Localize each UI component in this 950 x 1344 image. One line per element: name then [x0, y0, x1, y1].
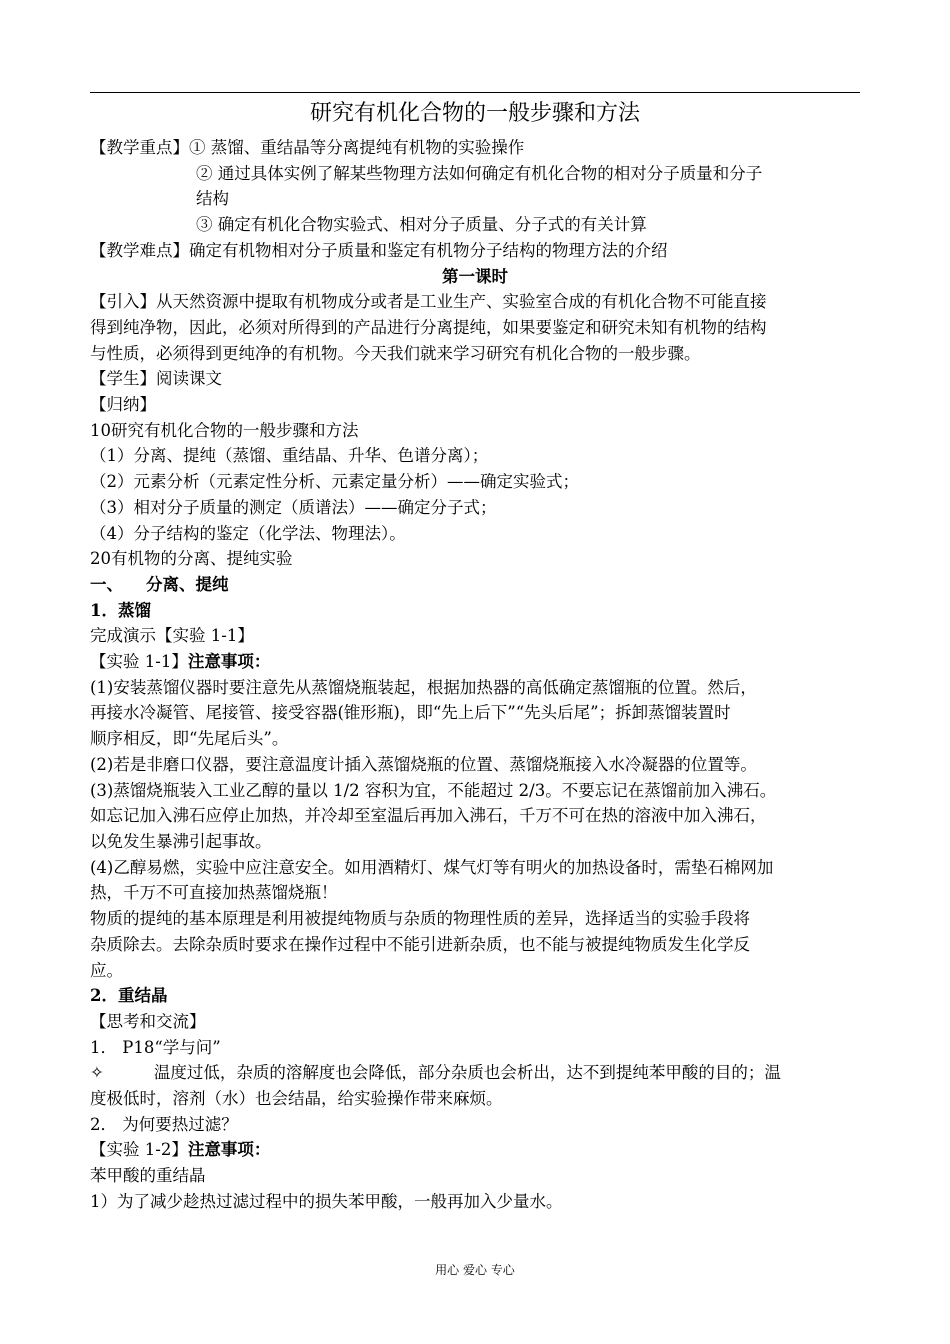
- purification-paragraph-a: 物质的提纯的基本原理是利用被提纯物质与杂质的物理性质的差异，选择适当的实验手段将: [90, 909, 750, 929]
- recrystallization-notes-bold: 注意事项：: [187, 1140, 271, 1160]
- distillation-note-3a: (3)蒸馏烧瓶装入工业乙醇的量以 1/2 容积为宜，不能超过 2/3。不要忘记在蒸馏前加入沸石。: [90, 780, 777, 800]
- step-item-2: （2）元素分析（元素定性分析、元素定量分析）——确定实验式；: [90, 472, 579, 492]
- distillation-note-3b: 如忘记加入沸石应停止加热，并冷却至室温后再加入沸石，千万不可在热的溶液中加入沸石，: [90, 806, 767, 826]
- step-item-1: （1）分离、提纯（蒸馏、重结晶、升华、色谱分离）；: [90, 446, 489, 466]
- key-point-3: ③ 确定有机化合物实验式、相对分子质量、分子式的有关计算: [196, 215, 647, 235]
- intro-line-2: 得到纯净物，因此，必须对所得到的产品进行分离提纯，如果要鉴定和研究未知有机物的结构: [90, 317, 767, 337]
- page-footer: 用心 爱心 专心: [435, 1263, 515, 1277]
- key-points-label: 【教学重点】: [90, 138, 189, 157]
- distillation-note-3c: 以免发生暴沸引起事故。: [90, 831, 272, 851]
- intro-line-3: 与性质，必须得到更纯净的有机物。今天我们就来学习研究有机化合物的一般步骤。: [90, 343, 701, 363]
- recrystallization-subheading: 苯甲酸的重结晶: [90, 1166, 206, 1186]
- distillation-note-2: (2)若是非磨口仪器，要注意温度计插入蒸馏烧瓶的位置、蒸馏烧瓶接入水冷凝器的位置等。: [90, 754, 757, 774]
- recrystallization-note-1: 1）为了减少趁热过滤过程中的损失苯甲酸，一般再加入少量水。: [90, 1191, 563, 1211]
- part-one-text: 分离、提纯: [146, 574, 229, 594]
- distillation-heading: 1．蒸馏: [90, 600, 151, 620]
- student-line: 【学生】阅读课文: [90, 369, 222, 389]
- key-point-1: ① 蒸馏、重结晶等分离提纯有机物的实验操作: [189, 138, 525, 157]
- experiments-heading: 20有机物的分离、提纯实验: [90, 549, 293, 569]
- key-point-2b: 结构: [196, 189, 229, 209]
- lesson-heading: 第一课时: [442, 266, 508, 286]
- top-rule: [90, 92, 860, 93]
- step-item-3: （3）相对分子质量的测定（质谱法）——确定分子式；: [90, 497, 497, 517]
- distillation-note-1c: 顺序相反，即“先尾后头”。: [90, 729, 289, 749]
- distillation-notes-label: 【实验 1-1】: [90, 652, 188, 672]
- purification-paragraph-c: 应。: [90, 960, 123, 980]
- question-2: 2． 为何要热过滤？: [90, 1114, 238, 1134]
- distillation-note-4a: (4)乙醇易燃，实验中应注意安全。如用酒精灯、煤气灯等有明火的加热设备时，需垫石棉网加: [90, 857, 774, 877]
- distillation-note-1a: (1)安装蒸馏仪器时要注意先从蒸馏烧瓶装起，根据加热器的高低确定蒸馏瓶的位置。然后，: [90, 677, 757, 697]
- key-points-line-1: [90, 135, 860, 161]
- difficult-points-line: [90, 238, 860, 264]
- step-item-4: （4）分子结构的鉴定（化学法、物理法）。: [90, 523, 406, 543]
- answer-1a: [90, 1060, 860, 1086]
- diamond-bullet-icon: ✧: [90, 1063, 104, 1083]
- answer-1b: 度极低时，溶剂（水）也会结晶，给实验操作带来麻烦。: [90, 1089, 503, 1109]
- answer-1a-text: 温度过低，杂质的溶解度也会降低，部分杂质也会析出，达不到提纯苯甲酸的目的；温: [153, 1063, 781, 1083]
- recrystallization-notes-label: 【实验 1-2】: [90, 1140, 188, 1160]
- distillation-note-4b: 热，千万不可直接加热蒸馏烧瓶！: [90, 883, 338, 903]
- steps-heading: 10研究有机化合物的一般步骤和方法: [90, 420, 359, 440]
- recrystallization-notes-heading: [90, 1137, 860, 1163]
- question-1: 1． P18“学与问”: [90, 1037, 221, 1057]
- distillation-notes-heading: [90, 649, 860, 675]
- difficult-points-text: 确定有机物相对分子质量和鉴定有机物分子结构的物理方法的介绍: [189, 240, 668, 260]
- recrystallization-heading: 2．重结晶: [90, 986, 168, 1006]
- key-point-2a: ② 通过具体实例了解某些物理方法如何确定有机化合物的相对分子质量和分子: [196, 163, 763, 183]
- distillation-notes-bold: 注意事项：: [187, 652, 271, 672]
- distillation-demo: 完成演示【实验 1-1】: [90, 626, 254, 646]
- summary-label: 【归纳】: [90, 395, 156, 415]
- difficult-points-label: 【教学难点】: [90, 240, 189, 260]
- part-one-number: 一、: [90, 574, 123, 594]
- document-page: [90, 92, 860, 1215]
- intro-line-1: 【引入】从天然资源中提取有机物成分或者是工业生产、实验室合成的有机化合物不可能直接: [90, 292, 767, 312]
- think-label: 【思考和交流】: [90, 1011, 206, 1031]
- distillation-note-1b: 再接水冷凝管、尾接管、接受容器(锥形瓶)，即“先上后下”“先头后尾”；拆卸蒸馏装置时: [90, 703, 731, 723]
- page-title: 研究有机化合物的一般步骤和方法: [309, 101, 640, 126]
- part-one-heading: [90, 572, 860, 598]
- purification-paragraph-b: 杂质除去。去除杂质时要求在操作过程中不能引进新杂质，也不能与被提纯物质发生化学反: [90, 934, 750, 954]
